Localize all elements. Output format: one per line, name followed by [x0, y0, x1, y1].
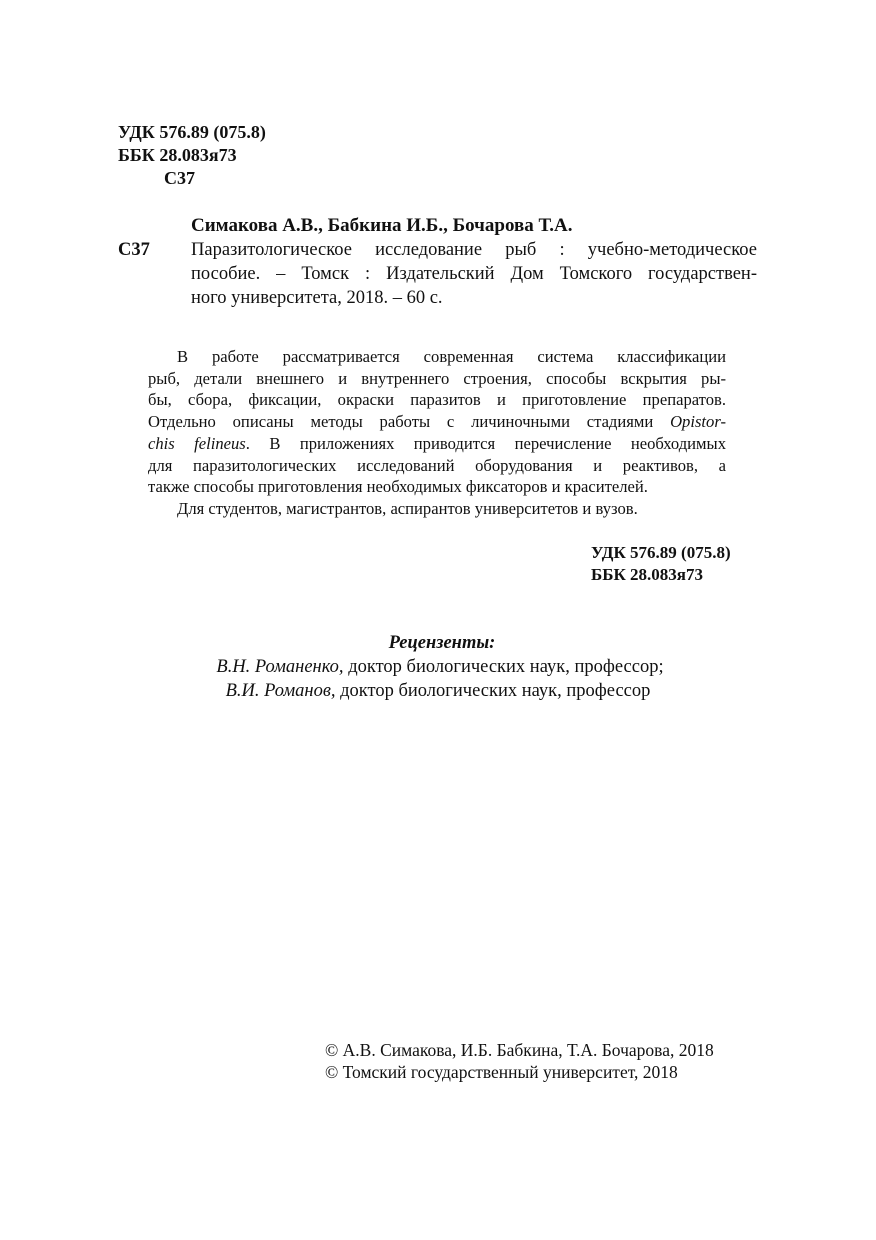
abstract-line-2: рыб, детали внешнего и внутреннего строения, способы вскрытия ры- [148, 368, 726, 388]
abstract-line-3: бы, сбора, фиксации, окраски паразитов и приготовление препаратов. [148, 390, 726, 410]
abstract-line-7: также способы приготовления необходимых фиксаторов и красителей. [148, 477, 648, 497]
author-mark-top: С37 [164, 168, 195, 188]
reviewer-1 [2, 657, 876, 678]
udk-code-top: УДК 576.89 (075.8) [118, 122, 266, 142]
bbk-code-bottom: ББК 28.083я73 [591, 565, 704, 584]
reviewers-heading: Рецензенты: [388, 633, 496, 653]
bbk-code-top: ББК 28.083я73 [118, 145, 237, 165]
reviewer-2-description: доктор биологических наук, профессор [335, 681, 651, 701]
reviewer-1-name: В.Н. Романенко, [216, 657, 344, 677]
copyright-authors: © А.В. Симакова, И.Б. Бабкина, Т.А. Бочарова, 2018 [325, 1040, 714, 1060]
abstract-line-6: для паразитологических исследований оборудования и реактивов, а [148, 455, 726, 475]
bibliographic-line-3: ного университета, 2018. – 60 с. [191, 288, 443, 308]
abstract-line-1: В работе рассматривается современная система классификации [177, 347, 726, 366]
abstract-line-5-text: . В приложениях приводится перечисление необходимых [245, 433, 726, 453]
bibliographic-line-1: Паразитологическое исследование рыб : учебно-методическое [191, 240, 757, 260]
species-name-part-1: Opistor- [670, 412, 726, 432]
bibliographic-line-2: пособие. – Томск : Издательский Дом Томского государствен- [191, 264, 757, 284]
author-mark-entry: С37 [118, 240, 150, 260]
reviewer-1-description: доктор биологических наук, профессор; [343, 657, 664, 677]
authors-line: Симакова А.В., Бабкина И.Б., Бочарова Т.А. [191, 215, 573, 236]
abstract-line-4-text: Отдельно описаны методы работы с личиночными стадиями [148, 412, 654, 432]
copyright-university: © Томский государственный университет, 2018 [325, 1062, 678, 1082]
abstract-line-4 [148, 411, 726, 433]
abstract-line-5 [148, 433, 726, 455]
reviewer-2 [0, 681, 876, 702]
species-name-part-2: chis felineus [148, 433, 246, 453]
abstract-audience-line: Для студентов, магистрантов, аспирантов университетов и вузов. [177, 498, 638, 518]
udk-code-bottom: УДК 576.89 (075.8) [591, 543, 731, 562]
reviewer-2-name: В.И. Романов, [225, 681, 336, 701]
